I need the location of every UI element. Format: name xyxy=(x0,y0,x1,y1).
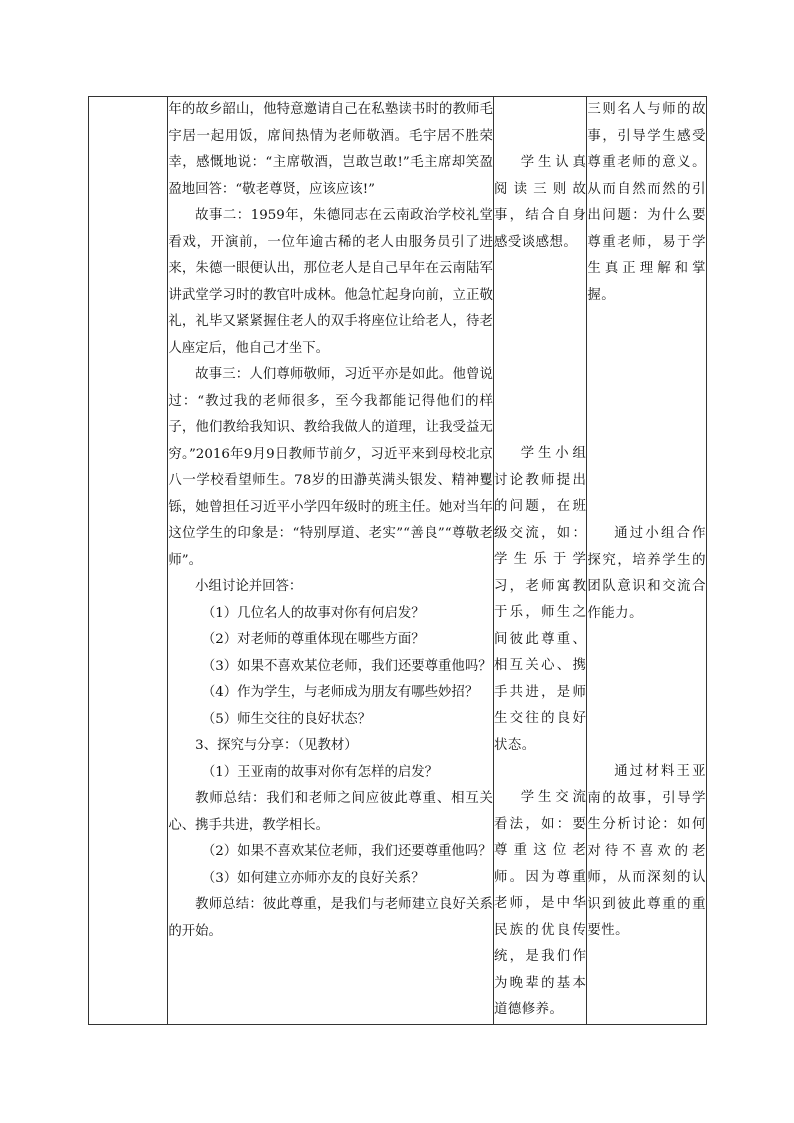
explore-share-heading: 3、探究与分享：（见教材） xyxy=(195,738,358,753)
question-2: （2）对老师的尊重体现在哪些方面？ xyxy=(201,632,425,647)
table-row xyxy=(89,97,707,1025)
design-intent-1: 三则名人与师的故事，引导学生感受尊重老师的意义。从而自然而然的引出问题：为什么要尊重老师，易于学生真正理解和掌握。 xyxy=(587,102,706,303)
explore-question-1: （1）王亚南的故事对你有怎样的启发？ xyxy=(201,764,439,780)
student-activity-cell xyxy=(493,97,586,1025)
design-intent-2: 通过小组合作探究，培养学生的团队意识和交流合作能力。 xyxy=(587,526,706,621)
teaching-content-cell xyxy=(168,97,494,1025)
story-three: 故事三：人们尊师敬师，习近平亦是如此。他曾说过：“教过我的老师很多，至今我都能记得他们的样子，他们教给我知识、教给我做人的道理，让我受益无穷。”2016年9月9日教师节前夕，习近平来到母校北京八一学校看望师生。78岁的田瀞英满头银发、精神矍铄，她曾担任习近平小学四年级时的班主任。她对当年这位学生的印象是：“特别厚道、老实”“善良”“尊敬老师”。 xyxy=(168,367,493,568)
design-intent-3: 通过材料王亚南的故事，引导学生分析讨论：如何对待不喜欢的老师，从而深刻的认识到彼此尊重的重要性。 xyxy=(587,764,706,938)
student-activity-3: 学生交流看法，如：要尊重这位老师。因为尊重老师，是中华民族的优良传统，是我们作为晚辈的基本道德修养。 xyxy=(493,790,587,1017)
question-1: （1）几位名人的故事对你有何启发？ xyxy=(201,605,425,621)
student-activity-2: 学生小组讨论教师提出的问题，在班级交流，如：学生乐于学习，老师寓教于乐，师生之间彼此尊重、相互关心、携手共进，是师生交往的良好状态。 xyxy=(493,446,587,753)
explore-question-2: （2）如果不喜欢某位老师，我们还要尊重他吗？ xyxy=(201,844,492,859)
story-one-continued: 年的故乡韶山，他特意邀请自己在私塾读书时的教师毛宇居一起用饭，席间热情为老师敬酒。毛宇居不胜荣幸，感慨地说：“主席敬酒，岂敢岂敢!”毛主席却笑盈盈地回答：“敬老尊贤，应该应该!” xyxy=(168,102,493,197)
teacher-summary-1: 教师总结：我们和老师之间应彼此尊重、相互关心、携手共进，教学相长。 xyxy=(168,791,493,833)
design-intent-cell xyxy=(587,97,707,1025)
teacher-summary-2: 教师总结：彼此尊重，是我们与老师建立良好关系的开始。 xyxy=(168,897,493,939)
lesson-plan-table xyxy=(88,96,707,1025)
section-column-cell xyxy=(89,97,168,1025)
question-4: （4）作为学生，与老师成为朋友有哪些妙招？ xyxy=(201,685,479,700)
question-5: （5）师生交往的良好状态？ xyxy=(201,711,372,727)
explore-question-3: （3）如何建立亦师亦友的良好关系？ xyxy=(201,870,425,886)
story-two: 故事二：1959年，朱德同志在云南政治学校礼堂看戏，开演前，一位年逾古稀的老人由服务员引了进来，朱德一眼便认出，那位老人是自己早年在云南陆军讲武堂学习时的教官叶成林。他急忙起身向前，立正敬礼，礼毕又紧紧握住老人的双手将座位让给老人，待老人座定后，他自己才坐下。 xyxy=(168,208,493,356)
question-3: （3）如果不喜欢某位老师，我们还要尊重他吗？ xyxy=(201,658,492,674)
student-activity-1: 学生认真阅读三则故事，结合自身感受谈感想。 xyxy=(493,155,587,250)
group-discussion-heading: 小组讨论并回答： xyxy=(195,579,303,594)
